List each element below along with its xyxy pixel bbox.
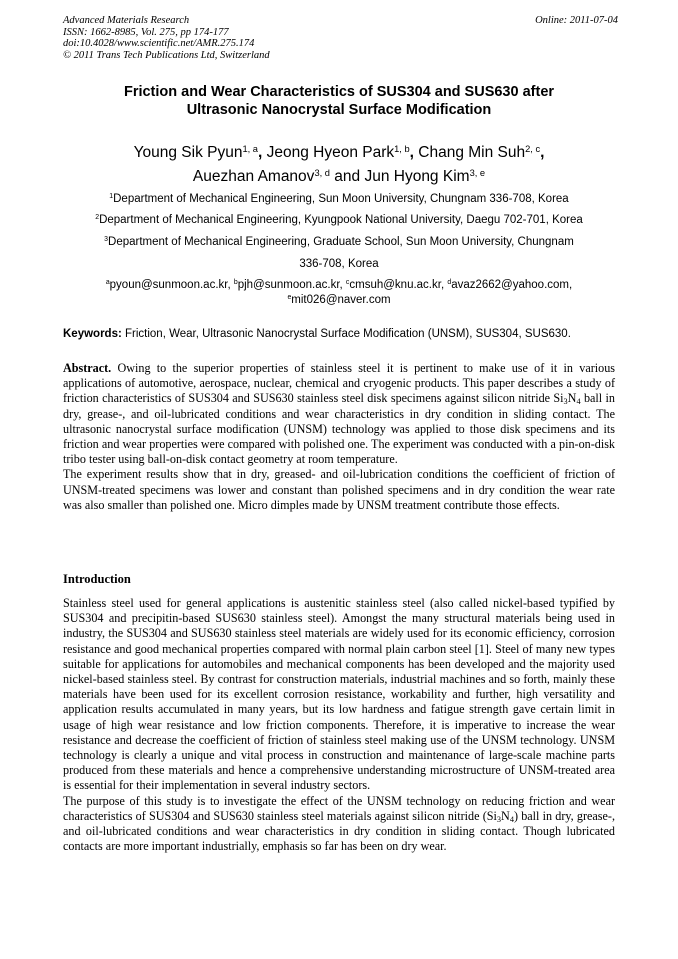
author-list <box>63 141 615 189</box>
email-link[interactable]: pyoun@sunmoon.ac.kr, <box>109 279 231 291</box>
author-conjunction: and <box>334 168 361 185</box>
introduction-paragraph-1: Stainless steel used for general applications is austenitic stainless steel (also called nickel-based typified by SUS304 and precipitin-based SUS630 stainless steel). Amongst the many structural materials being used in industry, the SUS304 and SUS630 stainless steel materials are widely used for its economic efficiency, corrosion resistance and good mechanical properties compared with normal plain carbon steel [1]. Steel of many new types suitable for applications for automobiles and mechanical components has been developed and the majority used nickel-based stainless steel. By contrast for construction materials, industrial machines and so forth, mainly these materials have been used for its excellent corrosion resistance, workability and further, high versatility and application results accumulated in many years, but its low hardness and fatigue strength gave certain limit in usage of high wear resistance and low friction components. Therefore, it is imperative to increase the wear resistance and decrease the coefficient of friction of stainless steel making use of the UNSM technology. UNSM technology is clearly a unique and vital process in construction and maintenance of large-scale machine parts produced from these materials and hence a comprehensive understanding microstructure of UNSM-treated area is essential for their implementation in several industry sectors. <box>63 596 615 793</box>
affiliation-3: $^3$Department of Mechanical Engineering, Graduate School, Sun Moon University, Chungnam 336-708, Korea <box>104 236 574 270</box>
authors-line-1: Young Sik Pyun$^{1, a}$, Jeong Hyeon Park$^{1, b}$, Chang Min Suh$^{2, c}$, <box>133 143 545 161</box>
email-link[interactable]: pjh@sunmoon.ac.kr, <box>237 279 343 291</box>
keywords-label: Keywords: <box>63 328 122 340</box>
affiliation-1: $^1$Department of Mechanical Engineering, Sun Moon University, Chungnam 336-708, Korea <box>109 193 569 205</box>
author-affiliation-mark: 1, b <box>394 143 410 154</box>
author-affiliation-mark: 2, c <box>525 143 541 154</box>
email-link[interactable]: cmsuh@knu.ac.kr, <box>349 279 445 291</box>
journal-header <box>63 15 618 61</box>
emails-line-1: $^a$pyoun@sunmoon.ac.kr, $^b$pjh@sunmoon.ac.kr, $^c$cmsuh@knu.ac.kr, $^d$avaz2662@yahoo.com, <box>105 279 573 291</box>
keywords-text: Friction, Wear, Ultrasonic Nanocrystal Surface Modification (UNSM), SUS304, SUS630. <box>125 328 571 340</box>
issn-line: ISSN: 1662-8985, Vol. 275, pp 174-177 <box>63 26 229 38</box>
author-name: Jeong Hyeon Park <box>266 144 395 161</box>
abstract-paragraph-2: The experiment results show that in dry, greased- and oil-lubrication conditions the coefficient of friction of UNSM-treated specimens was lower and constant than polished specimens and in dry condition the wear rate was also smaller than polished one. Micro dimples made by UNSM treatment contribute those effects. <box>63 467 615 512</box>
email-link[interactable]: avaz2662@yahoo.com, <box>451 279 573 291</box>
author-name: Jun Hyong Kim <box>364 168 470 185</box>
email-link[interactable]: mit026@naver.com <box>291 293 391 306</box>
abstract-paragraph-1: Abstract. Owing to the superior properties of stainless steel it is pertinent to make use of it in various applications of automotive, aerospace, nuclear, chemical and cryogenic products. This paper describes a study of friction characteristics of SUS304 and SUS630 stainless steel disk specimens against silicon nitride $Si_3N_4$ ball in dry, grease-, and oil-lubricated conditions and wear characteristics in dry condition in sliding contact. The ultrasonic nanocrystal surface modification (UNSM) technology was applied to those disk specimens and its friction and wear properties were compared with polished one. The experiment was conducted with a pin-on-disk tribo tester using ball-on-disk contact geometry at room temperature. <box>63 361 615 467</box>
copyright-line: © 2011 Trans Tech Publications Ltd, Switzerland <box>63 49 270 61</box>
journal-name: Advanced Materials Research <box>63 15 190 26</box>
authors-line-2 <box>63 165 615 189</box>
author-name: Young Sik Pyun <box>133 144 243 161</box>
abstract-label: Abstract. <box>63 361 112 375</box>
title-line-2: Ultrasonic Nanocrystal Surface Modification <box>186 102 492 118</box>
abstract <box>63 361 615 513</box>
section-heading-introduction: Introduction <box>63 572 131 586</box>
online-date: Online: 2011-07-04 <box>535 15 618 26</box>
affiliation-2: $^2$Department of Mechanical Engineering, Kyungpook National University, Daegu 702-701, Korea <box>95 214 583 226</box>
author-name: Auezhan Amanov <box>192 168 315 185</box>
doi-line[interactable]: doi:10.4028/www.scientific.net/AMR.275.174 <box>63 38 255 49</box>
title-line-1: Friction and Wear Characteristics of SUS304 and SUS630 after <box>123 84 555 100</box>
paper-title <box>63 83 615 119</box>
author-emails <box>63 278 615 307</box>
introduction-paragraph-2: The purpose of this study is to investigate the effect of the UNSM technology on reducing friction and wear characteristics of SUS304 and SUS630 stainless steel materials against silicon nitride $(Si_3N_4)$ ball in dry, grease-, and oil-lubricated conditions and wear characteristics in dry condition in sliding contact. Though lubricated contacts are more important industrially, emphasis so far has been on dry wear. <box>63 793 615 854</box>
author-name: Chang Min Suh <box>418 144 526 161</box>
author-affiliation-mark: 3, d <box>314 167 330 178</box>
author-affiliation-mark: 1, a <box>242 143 258 154</box>
keywords <box>63 327 623 341</box>
introduction-body <box>63 596 615 854</box>
emails-line-2: $^e$mit026@naver.com <box>287 293 391 306</box>
author-affiliation-mark: 3, e <box>469 167 486 178</box>
